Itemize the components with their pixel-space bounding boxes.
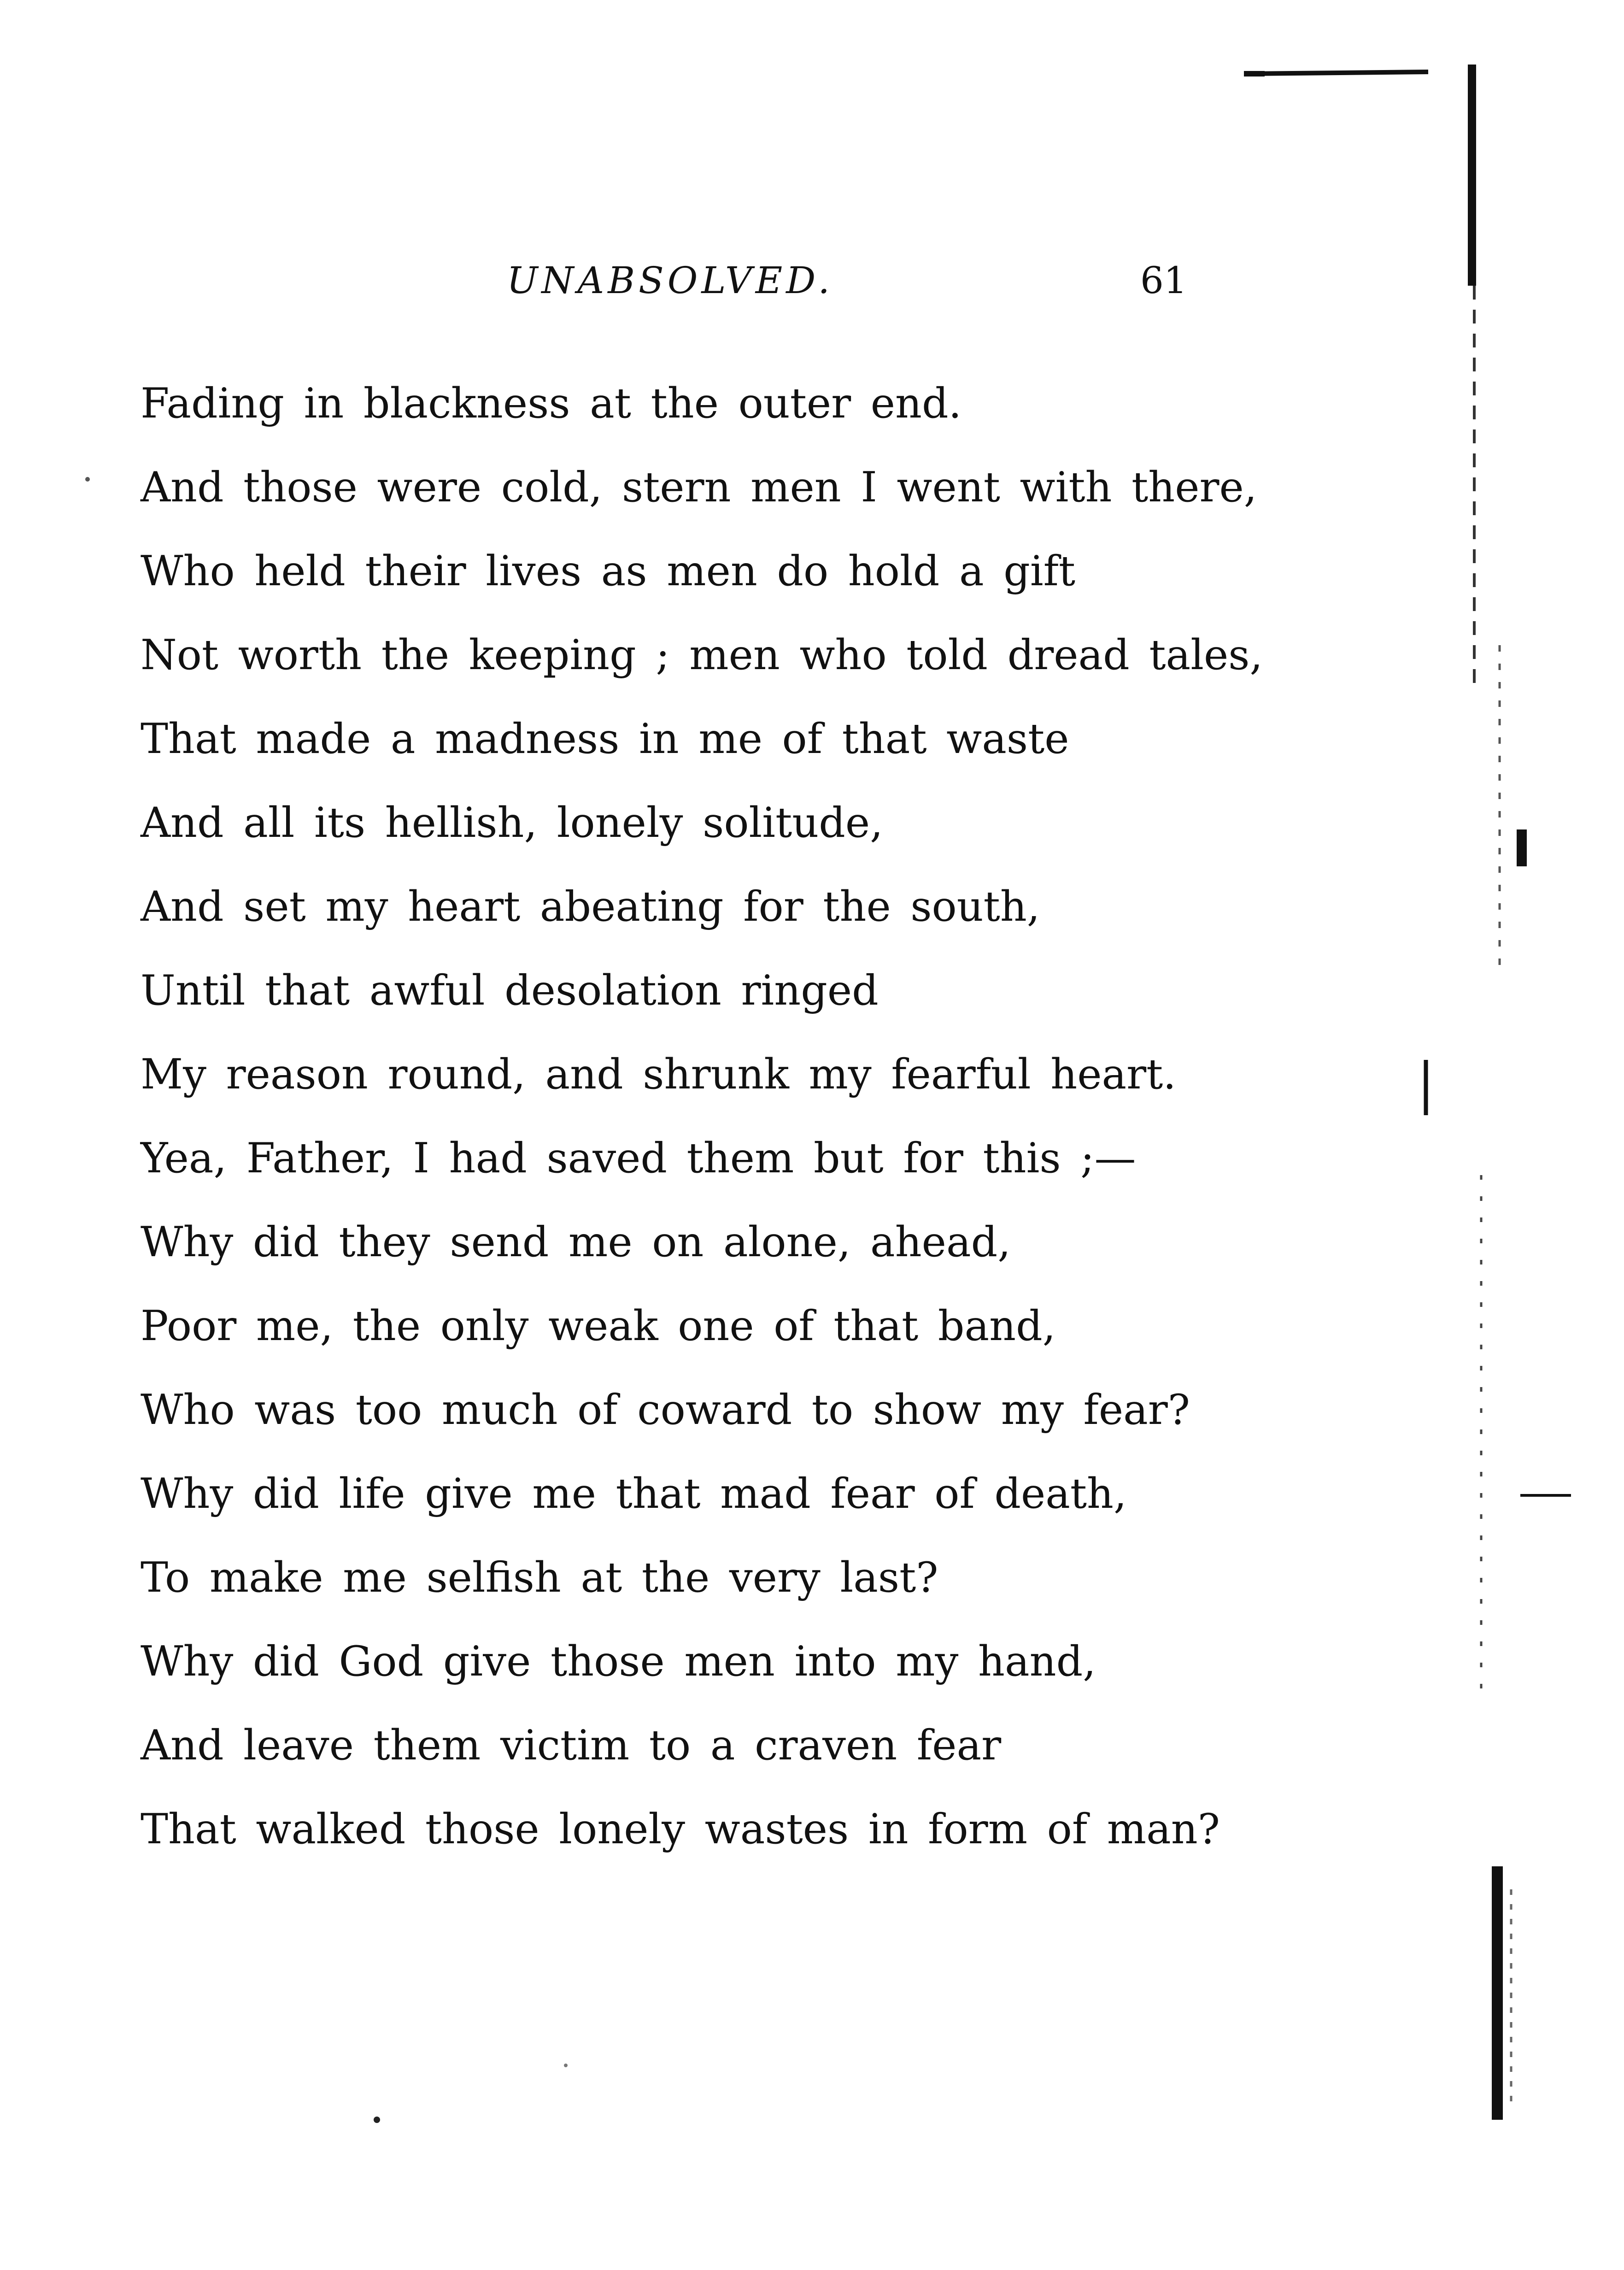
poem-line: And leave them victim to a craven fear — [141, 1721, 1002, 1770]
poem-line: And those were cold, stern men I went with there, — [141, 463, 1257, 512]
poem-line: That made a madness in me of that waste — [141, 715, 1069, 763]
poem-line: And set my heart abeating for the south, — [141, 882, 1040, 931]
poem-line: Poor me, the only weak one of that band, — [141, 1302, 1056, 1350]
poem-line: Who held their lives as men do hold a gift — [141, 547, 1076, 595]
poem-line: Yea, Father, I had saved them but for this ;— — [141, 1134, 1136, 1182]
poem-line: Not worth the keeping ; men who told dread tales, — [141, 631, 1263, 679]
gutter-blot — [1517, 829, 1527, 866]
speck — [85, 477, 90, 482]
poem-line: My reason round, and shrunk my fearful heart. — [141, 1050, 1176, 1099]
top-rule-mark — [1249, 72, 1428, 74]
poem-text — [141, 362, 1263, 1871]
poem-line: That walked those lonely wastes in form of man? — [141, 1805, 1220, 1853]
speck — [564, 2064, 568, 2067]
poem-line: Why did God give those men into my hand, — [141, 1637, 1096, 1686]
poem-line: Fading in blackness at the outer end. — [141, 379, 962, 428]
poem-line: Why did they send me on alone, ahead, — [141, 1218, 1011, 1266]
poem-line: Who was too much of coward to show my fear? — [141, 1386, 1190, 1434]
page-number: 61 — [1140, 259, 1187, 302]
poem-line: And all its hellish, lonely solitude, — [141, 799, 883, 847]
poem-line: Until that awful desolation ringed — [141, 966, 879, 1015]
poem-line: To make me selfish at the very last? — [141, 1553, 938, 1602]
poem-line: Why did life give me that mad fear of death, — [141, 1470, 1127, 1518]
running-head: UNABSOLVED. — [507, 259, 833, 302]
speck — [374, 2117, 380, 2123]
